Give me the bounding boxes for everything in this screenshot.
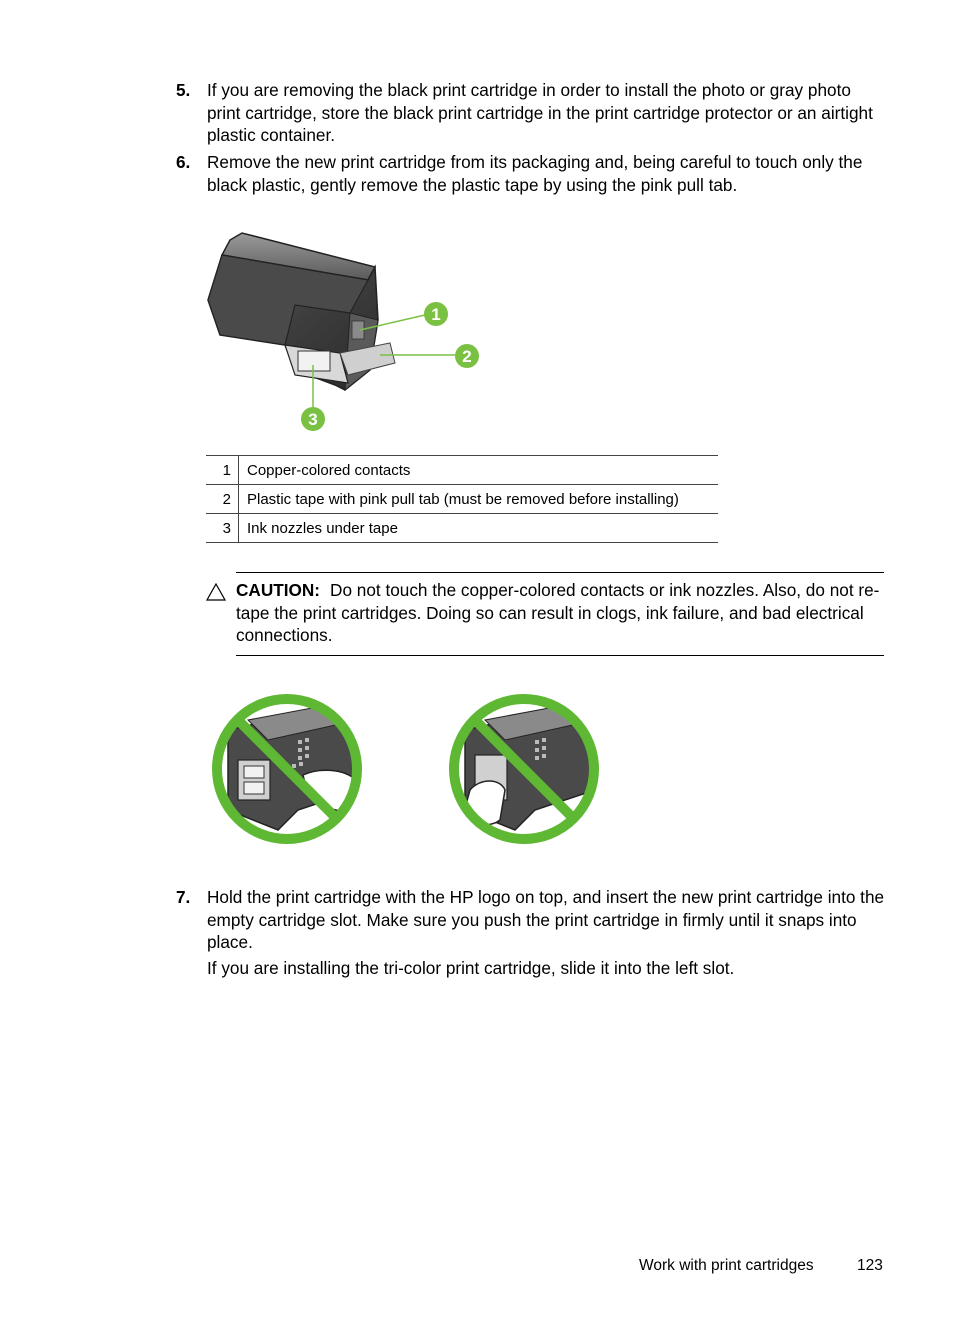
callout-marker-3: [301, 407, 325, 431]
table-row: [206, 485, 718, 514]
step-number: 5.: [176, 80, 191, 100]
do-not-touch-nozzles-image: [445, 690, 603, 848]
callout-marker-2-label: 2: [462, 347, 472, 366]
step-text: Remove the new print cartridge from its packaging and, being careful to touch only the black plastic, gently remove the plastic tape by using the pink pull tab.: [207, 152, 863, 195]
warning-triangle-icon: [206, 583, 226, 601]
table-row: [206, 514, 718, 543]
step-7: [176, 886, 886, 979]
do-not-touch-contacts-image: [208, 690, 366, 848]
callout-number: 3: [206, 514, 239, 543]
callout-number: 2: [206, 485, 239, 514]
footer-section-title: Work with print cartridges: [639, 1257, 814, 1274]
callout-marker-2: [455, 344, 479, 368]
caution-label: CAUTION:: [236, 580, 321, 600]
cartridge-drawing: [208, 233, 395, 390]
step-6: [176, 151, 886, 196]
callout-number: 1: [206, 456, 239, 485]
step-text: If you are removing the black print cartridge in order to install the photo or gray photo print cartridge, store the black print cartridge in the print cartridge protector or an airtight plastic container.: [207, 80, 873, 145]
step-subtext: If you are installing the tri-color print cartridge, slide it into the left slot.: [207, 957, 735, 978]
callout-table: [206, 455, 718, 543]
step-number: 6.: [176, 152, 191, 172]
caution-note: [236, 579, 884, 647]
callout-marker-1: [424, 302, 448, 326]
callout-description: Ink nozzles under tape: [239, 514, 719, 543]
step-number: 7.: [176, 887, 191, 907]
step-text: Hold the print cartridge with the HP logo on top, and insert the new print cartridge into the empty cartridge slot. Make sure you push the print cartridge in firmly until it snaps into place.: [207, 887, 885, 952]
callout-marker-3-label: 3: [308, 410, 318, 429]
callout-description: Copper-colored contacts: [239, 456, 719, 485]
callout-marker-1-label: 1: [431, 305, 441, 324]
callout-description: Plastic tape with pink pull tab (must be removed before installing): [239, 485, 719, 514]
caution-text: Do not touch the copper-colored contacts or ink nozzles. Also, do not re-tape the print cartridges. Doing so can result in clogs, ink failure, and bad electrical connections.: [236, 580, 880, 645]
step-5: [176, 79, 886, 147]
table-row: [206, 456, 718, 485]
cartridge-figure: [200, 225, 490, 437]
page-number: 123: [857, 1257, 883, 1274]
